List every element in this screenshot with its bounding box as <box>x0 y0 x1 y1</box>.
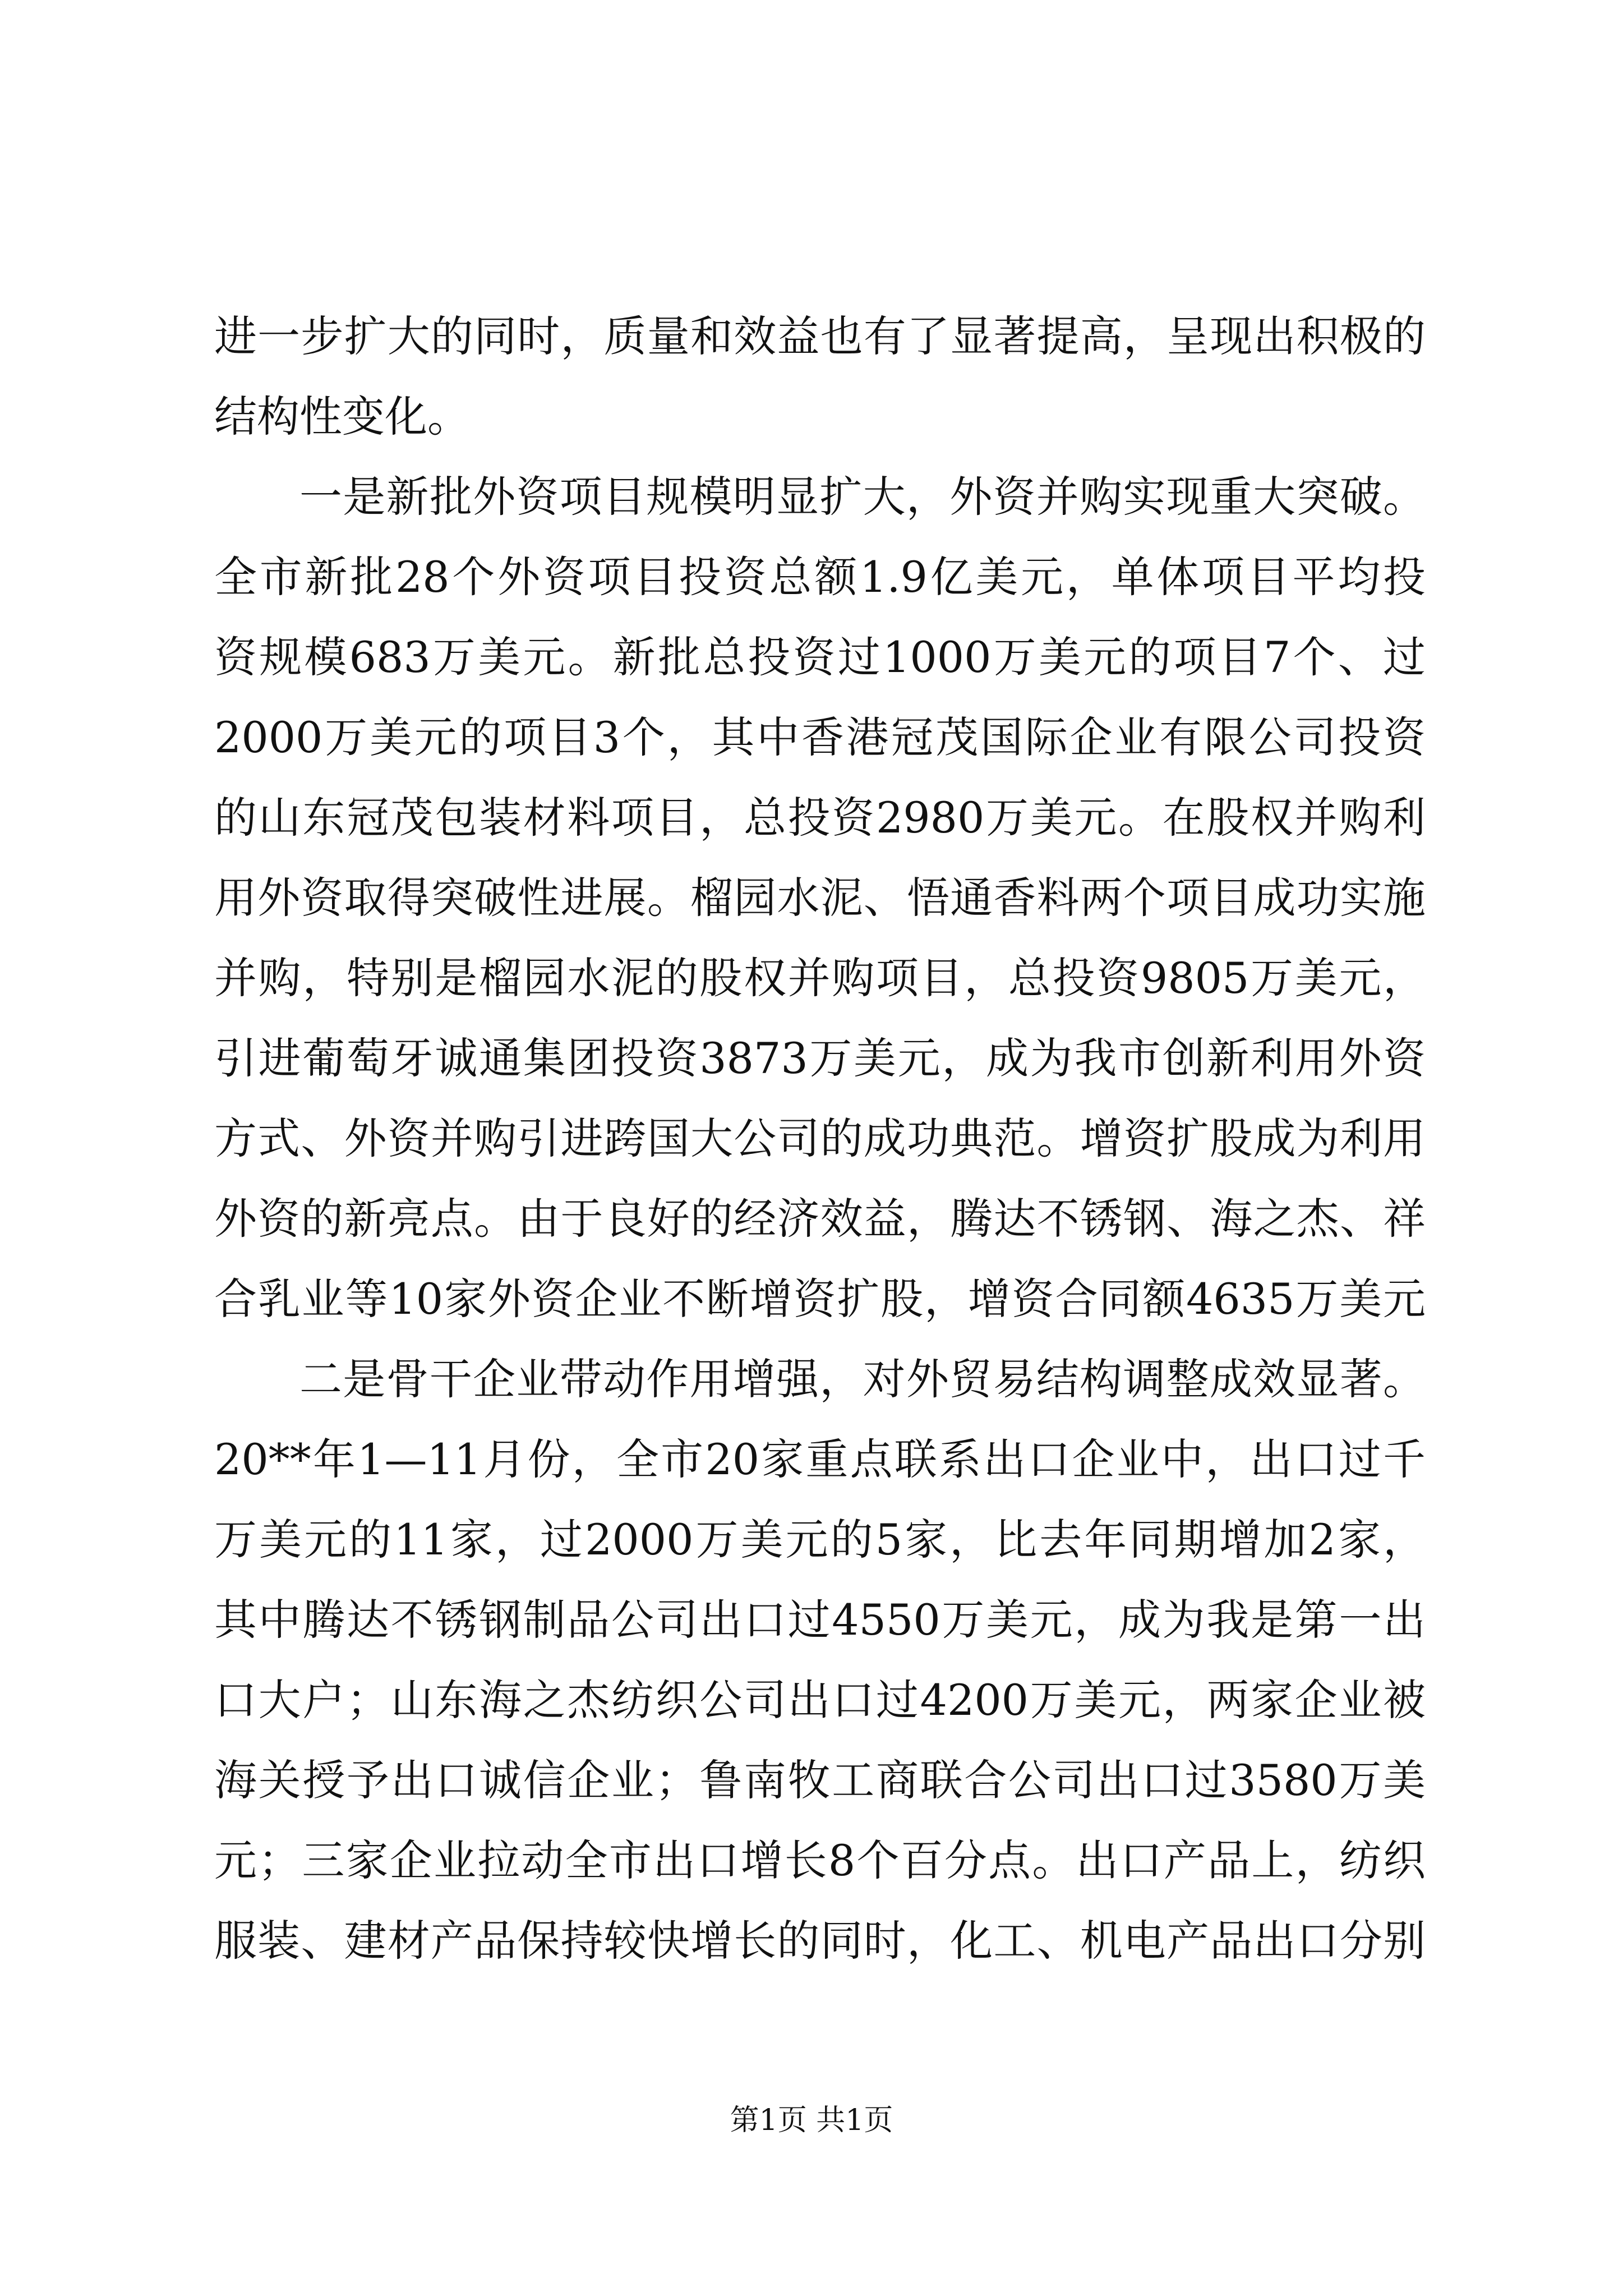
paragraph-first-line: 二是骨干企业带动作用增强，对外贸易结构调整成效显著。 <box>299 1354 1426 1404</box>
text-line: 方式、外资并购引进跨国大公司的成功典范。增资扩股成为利用 <box>214 1114 1426 1163</box>
page-footer <box>0 2101 1623 2140</box>
text-line: 其中腾达不锈钢制品公司出口过4550万美元，成为我是第一出 <box>214 1595 1426 1645</box>
text-line: 服装、建材产品保持较快增长的同时，化工、机电产品出口分别 <box>214 1916 1426 1966</box>
text-line: 2000万美元的项目3个，其中香港冠茂国际企业有限公司投资 <box>214 712 1426 762</box>
text-line: 用外资取得突破性进展。榴园水泥、悟通香料两个项目成功实施 <box>214 873 1426 923</box>
text-line: 的山东冠茂包装材料项目，总投资2980万美元。在股权并购利 <box>214 793 1426 843</box>
text-line: 结构性变化。 <box>214 392 470 441</box>
text-line: 全市新批28个外资项目投资总额1.9亿美元，单体项目平均投 <box>214 552 1426 602</box>
page-number-label: 第1页 共1页 <box>730 2104 893 2137</box>
paragraph-first-line: 一是新批外资项目规模明显扩大，外资并购实现重大突破。 <box>299 472 1426 522</box>
text-line: 资规模683万美元。新批总投资过1000万美元的项目7个、过 <box>214 632 1426 682</box>
text-line: 外资的新亮点。由于良好的经济效益，腾达不锈钢、海之杰、祥 <box>214 1194 1426 1244</box>
text-line: 进一步扩大的同时，质量和效益也有了显著提高，呈现出积极的 <box>214 311 1426 361</box>
text-line: 引进葡萄牙诚通集团投资3873万美元，成为我市创新利用外资 <box>214 1033 1426 1083</box>
text-line: 20**年1—11月份，全市20家重点联系出口企业中，出口过千 <box>214 1434 1426 1484</box>
document-body <box>214 296 1426 1981</box>
text-line: 元；三家企业拉动全市出口增长8个百分点。出口产品上，纺织 <box>214 1835 1426 1885</box>
text-line: 海关授予出口诚信企业；鲁南牧工商联合公司出口过3580万美 <box>214 1755 1426 1805</box>
text-line: 并购，特别是榴园水泥的股权并购项目，总投资9805万美元， <box>214 953 1426 1003</box>
text-line: 口大户；山东海之杰纺织公司出口过4200万美元，两家企业被 <box>214 1675 1426 1725</box>
text-line: 万美元的11家，过2000万美元的5家，比去年同期增加2家， <box>214 1515 1426 1565</box>
text-line: 合乳业等10家外资企业不断增资扩股，增资合同额4635万美元 <box>214 1274 1426 1324</box>
